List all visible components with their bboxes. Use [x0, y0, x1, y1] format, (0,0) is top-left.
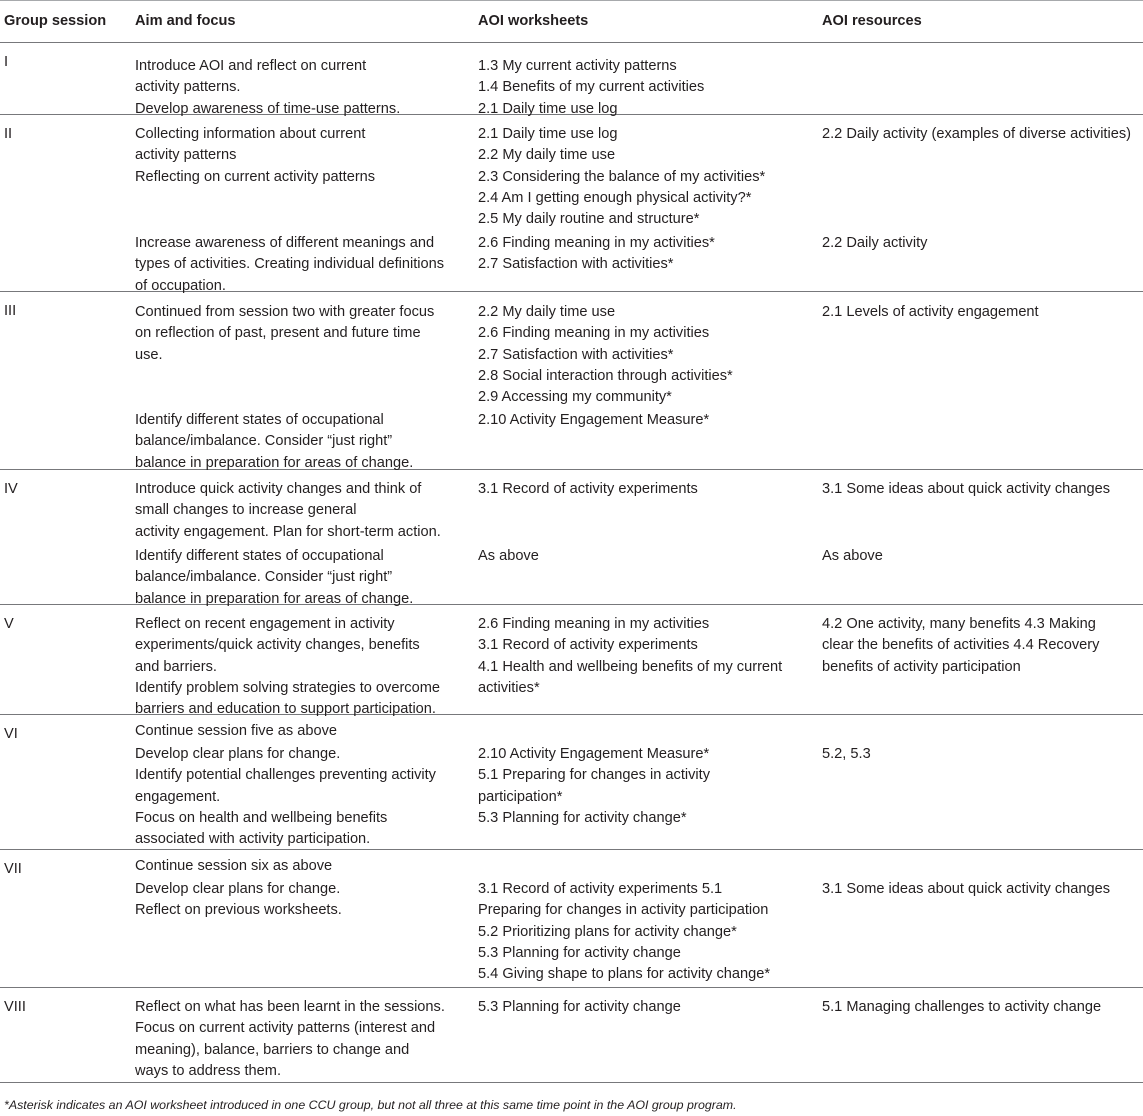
- worksheets-line: 2.10 Activity Engagement Measure*: [478, 412, 710, 428]
- aim-focus-line: Continue session six as above: [135, 858, 333, 874]
- aim-focus-line: Identify problem solving strategies to overcome: [135, 679, 440, 696]
- worksheets-line: 2.6 Finding meaning in my activities: [478, 616, 710, 632]
- worksheets-cell: [478, 744, 813, 829]
- session-row: [0, 470, 1143, 605]
- resources-line: 5.1 Managing challenges to activity change: [822, 999, 1102, 1015]
- aim-focus-cell: [135, 233, 465, 297]
- resources-cell: [822, 614, 1140, 678]
- resources-cell: [822, 879, 1140, 900]
- session-label: I: [4, 54, 9, 70]
- worksheets-line: participation*: [478, 788, 563, 805]
- aim-focus-cell: [135, 744, 465, 850]
- aim-focus-line: and barriers.: [135, 658, 217, 675]
- resources-cell: [822, 546, 1140, 567]
- aim-focus-line: types of activities. Creating individual definitions: [135, 256, 445, 273]
- header-group-session: Group session: [4, 13, 107, 29]
- aim-focus-line: Focus on current activity patterns (interest and: [135, 1020, 436, 1037]
- aim-focus-line: ways to address them.: [135, 1062, 282, 1079]
- session-row: [0, 715, 1143, 850]
- aim-focus-line: Collecting information about current: [135, 126, 366, 142]
- aim-focus-line: Focus on health and wellbeing benefits: [135, 809, 388, 826]
- worksheets-line: 2.9 Accessing my community*: [478, 389, 672, 406]
- aim-focus-line: Introduce quick activity changes and think of: [135, 481, 422, 497]
- worksheets-cell: [478, 479, 813, 500]
- resources-line: 2.1 Levels of activity engagement: [822, 304, 1039, 320]
- aim-focus-line: activity patterns.: [135, 79, 241, 96]
- worksheets-line: 2.1 Daily time use log: [478, 126, 618, 142]
- worksheets-line: 2.7 Satisfaction with activities*: [478, 256, 674, 273]
- aim-focus-line: balance/imbalance. Consider “just right”: [135, 569, 393, 586]
- worksheets-cell: [478, 302, 813, 408]
- aim-focus-line: Develop clear plans for change.: [135, 881, 341, 897]
- resources-line: 2.2 Daily activity: [822, 235, 928, 251]
- aim-focus-cell: [135, 410, 465, 474]
- aim-focus-line: Reflect on what has been learnt in the sessions.: [135, 999, 445, 1015]
- aim-focus-line: balance/imbalance. Consider “just right”: [135, 433, 393, 450]
- session-label: III: [4, 303, 17, 319]
- worksheets-line: 5.4 Giving shape to plans for activity change*: [478, 966, 771, 983]
- worksheets-line: 2.2 My daily time use: [478, 147, 616, 164]
- worksheets-line: 5.3 Planning for activity change*: [478, 809, 687, 826]
- resources-line: 2.2 Daily activity (examples of diverse activities): [822, 126, 1132, 142]
- aim-focus-line: Identify different states of occupational: [135, 412, 384, 428]
- worksheets-line: 3.1 Record of activity experiments 5.1: [478, 881, 723, 897]
- worksheets-line: As above: [478, 548, 539, 564]
- resources-line: benefits of activity participation: [822, 658, 1021, 675]
- session-label: IV: [4, 481, 18, 497]
- worksheets-line: 2.6 Finding meaning in my activities*: [478, 235, 715, 251]
- worksheets-line: 2.1 Daily time use log: [478, 100, 618, 117]
- worksheets-line: 2.2 My daily time use: [478, 304, 616, 320]
- session-row: [0, 988, 1143, 1083]
- resources-cell: [822, 479, 1140, 500]
- session-label: II: [4, 126, 13, 142]
- aim-focus-line: Reflect on recent engagement in activity: [135, 616, 395, 632]
- worksheets-line: 2.3 Considering the balance of my activities*: [478, 168, 766, 185]
- worksheets-line: activities*: [478, 679, 540, 696]
- aim-focus-line: activity engagement. Plan for short-term action.: [135, 523, 441, 540]
- aim-focus-line: activity patterns: [135, 147, 237, 164]
- worksheets-cell: [478, 410, 813, 431]
- worksheets-cell: [478, 233, 813, 276]
- aim-focus-line: small changes to increase general: [135, 502, 357, 519]
- aim-focus-line: use.: [135, 346, 163, 363]
- resources-cell: [822, 302, 1140, 323]
- aim-focus-line: Reflecting on current activity patterns: [135, 168, 376, 185]
- header-resources: AOI resources: [822, 13, 922, 29]
- worksheets-line: 2.8 Social interaction through activities*: [478, 367, 733, 384]
- worksheets-line: Preparing for changes in activity participation: [478, 902, 769, 919]
- header-aim-focus: Aim and focus: [135, 13, 236, 29]
- worksheets-line: 3.1 Record of activity experiments: [478, 637, 698, 654]
- header-worksheets: AOI worksheets: [478, 13, 589, 29]
- worksheets-line: 2.5 My daily routine and structure*: [478, 211, 700, 228]
- aim-focus-line: engagement.: [135, 788, 221, 805]
- aim-focus-line: balance in preparation for areas of change.: [135, 454, 414, 471]
- aim-focus-line: balance in preparation for areas of change.: [135, 590, 414, 607]
- table-footnote: *Asterisk indicates an AOI worksheet introduced in one CCU group, but not all three at this same time point in the AOI group program.: [4, 1098, 737, 1112]
- worksheets-line: 2.6 Finding meaning in my activities: [478, 325, 710, 342]
- aim-focus-line: Identify potential challenges preventing activity: [135, 767, 436, 784]
- worksheets-cell: [478, 56, 813, 120]
- aim-focus-line: Introduce AOI and reflect on current: [135, 58, 367, 74]
- worksheets-cell: [478, 546, 813, 567]
- aim-focus-line: barriers and education to support participation.: [135, 701, 436, 718]
- worksheets-line: 2.10 Activity Engagement Measure*: [478, 746, 710, 762]
- session-row: [0, 115, 1143, 292]
- aim-focus-cell: [135, 614, 465, 720]
- aim-focus-line: of occupation.: [135, 277, 226, 294]
- session-label: VIII: [4, 999, 26, 1015]
- aim-focus-cell: [135, 997, 465, 1082]
- session-row: [0, 605, 1143, 718]
- table-body: [0, 43, 1143, 1083]
- aim-focus-cell: [135, 879, 465, 922]
- aim-focus-line: associated with activity participation.: [135, 831, 371, 848]
- resources-cell: [822, 997, 1140, 1018]
- aim-focus-line: experiments/quick activity changes, benefits: [135, 637, 420, 654]
- aim-focus-line: Continued from session two with greater focus: [135, 304, 435, 320]
- worksheets-cell: [478, 614, 813, 699]
- worksheets-line: 4.1 Health and wellbeing benefits of my current: [478, 658, 783, 675]
- worksheets-line: 2.4 Am I getting enough physical activity?*: [478, 189, 752, 206]
- aim-focus-line: meaning), balance, barriers to change and: [135, 1041, 410, 1058]
- aim-focus-line: on reflection of past, present and future time: [135, 325, 421, 342]
- aim-focus-line: Develop awareness of time-use patterns.: [135, 100, 401, 117]
- aim-focus-line: Develop clear plans for change.: [135, 746, 341, 762]
- worksheets-line: 1.3 My current activity patterns: [478, 58, 677, 74]
- aim-focus-cell: [135, 56, 465, 120]
- worksheets-cell: [478, 879, 813, 985]
- aim-focus-line: Increase awareness of different meanings and: [135, 235, 435, 251]
- session-row: [0, 43, 1143, 115]
- resources-line: 4.2 One activity, many benefits 4.3 Making: [822, 616, 1096, 632]
- resources-line: As above: [822, 548, 883, 564]
- aim-focus-line: Reflect on previous worksheets.: [135, 902, 342, 919]
- worksheets-line: 5.3 Planning for activity change: [478, 944, 681, 961]
- resources-line: 3.1 Some ideas about quick activity changes: [822, 481, 1110, 497]
- session-label: V: [4, 616, 14, 632]
- worksheets-line: 5.1 Preparing for changes in activity: [478, 767, 711, 784]
- resources-cell: [822, 744, 1140, 765]
- worksheets-line: 3.1 Record of activity experiments: [478, 481, 698, 497]
- resources-line: 5.2, 5.3: [822, 746, 871, 762]
- worksheets-line: 5.3 Planning for activity change: [478, 999, 681, 1015]
- resources-cell: [822, 233, 1140, 254]
- session-row: [0, 850, 1143, 988]
- resources-cell: [822, 124, 1140, 145]
- aim-focus-line: Identify different states of occupational: [135, 548, 384, 564]
- worksheets-line: 5.2 Prioritizing plans for activity change*: [478, 923, 737, 940]
- aim-focus-cell: [135, 721, 465, 742]
- session-row: [0, 292, 1143, 470]
- aim-focus-cell: [135, 124, 465, 188]
- session-label: VI: [4, 726, 18, 742]
- aim-focus-cell: [135, 479, 465, 543]
- aim-focus-line: Continue session five as above: [135, 723, 338, 739]
- aim-focus-cell: [135, 856, 465, 877]
- worksheets-line: 1.4 Benefits of my current activities: [478, 79, 705, 96]
- worksheets-line: 2.7 Satisfaction with activities*: [478, 346, 674, 363]
- worksheets-cell: [478, 124, 813, 230]
- worksheets-cell: [478, 997, 813, 1018]
- aim-focus-cell: [135, 302, 465, 366]
- resources-line: clear the benefits of activities 4.4 Recovery: [822, 637, 1100, 654]
- session-label: VII: [4, 861, 22, 877]
- resources-line: 3.1 Some ideas about quick activity changes: [822, 881, 1110, 897]
- aim-focus-cell: [135, 546, 465, 610]
- table-header-row: [0, 0, 1143, 43]
